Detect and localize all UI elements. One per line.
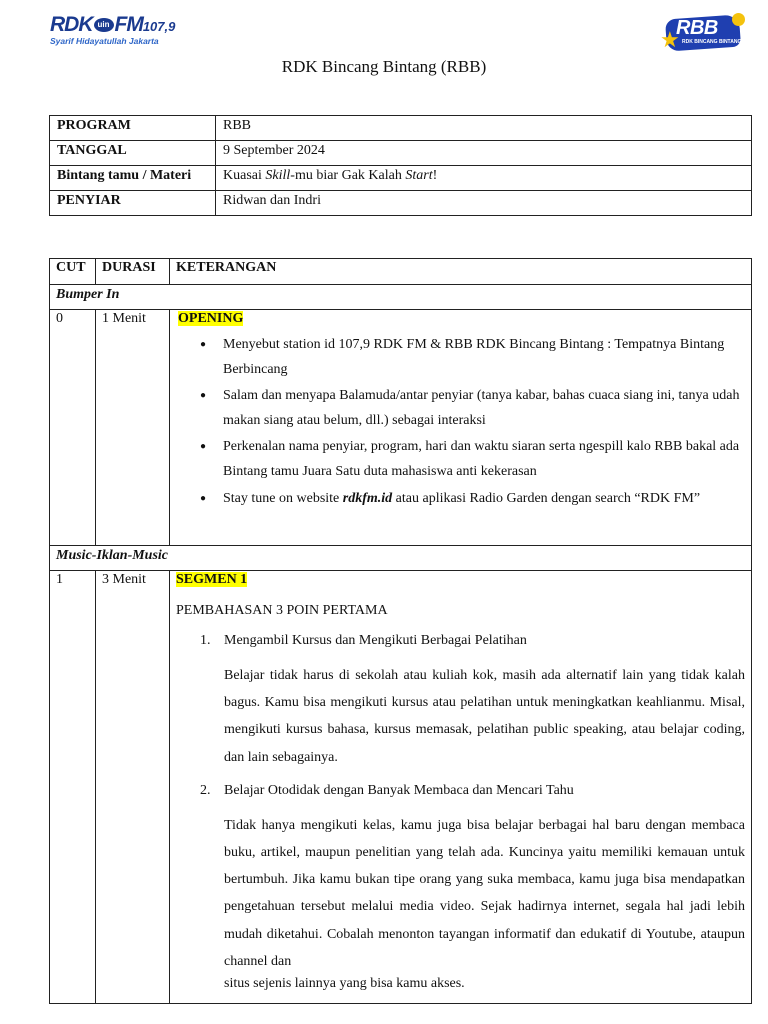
info-row-penyiar — [50, 191, 752, 216]
segmen1-title: SEGMEN 1 — [176, 572, 248, 587]
opening-cut: 0 — [50, 310, 96, 546]
rdk-fm-tagline: Syarif Hidayatullah Jakarta — [50, 36, 159, 46]
segmen1-cut: 1 — [50, 571, 96, 1004]
music-label: Music-Iklan-Music — [50, 546, 752, 571]
rundown-table — [49, 258, 752, 1004]
music-row — [50, 546, 752, 571]
star-icon: ★ — [660, 27, 680, 52]
program-info-table — [49, 115, 752, 216]
tanggal-value: 9 September 2024 — [216, 141, 752, 166]
bumper-row — [50, 285, 752, 310]
rdk-fm-brand: RDK uin FM107,9 — [50, 13, 176, 36]
document-title: RDK Bincang Bintang (RBB) — [281, 57, 487, 76]
segmen1-durasi: 3 Menit — [96, 571, 170, 1004]
point-text-tail: situs sejenis lainnya yang bisa kamu akses. — [224, 976, 465, 992]
segmen1-content — [170, 571, 752, 1004]
opening-title: OPENING — [178, 311, 244, 326]
segmen1-row — [50, 571, 752, 1004]
info-row-program — [50, 116, 752, 141]
list-item: ● Salam dan menyapa Balamuda/antar penyiar (tanya kabar, bahas cuaca siang ini, tanya udah makan siang atau belum, dll.) sebagai interaksi — [176, 383, 745, 434]
info-row-materi — [50, 166, 752, 191]
point-text: Tidak hanya mengikuti kelas, kamu juga bisa belajar berbagai hal baru dengan membaca buku, artikel, maupun penelitian yang telah ada. Kuncinya yaitu memiliki kemauan untuk bertumbuh. Jika kamu bukan tipe orang yang suka membaca, kamu juga bisa mendapatkan pengetahuan tersebut melalui media video. Sejak hadirnya internet, segala hal jadi lebih mudah diketahui. Cobalah menonton tayangan informatif dan edukatif di Youtube, ataupun channel dan — [224, 817, 745, 969]
materi-value: Kuasai Skill-mu biar Gak Kalah Start! — [216, 166, 752, 191]
header-cut: CUT — [50, 259, 96, 285]
header-durasi: DURASI — [96, 259, 170, 285]
bumper-label: Bumper In — [50, 285, 752, 310]
tanggal-label: TANGGAL — [50, 141, 216, 166]
segmen1-subtitle: PEMBAHASAN 3 POIN PERTAMA — [176, 603, 388, 618]
list-item: ● Perkenalan nama penyiar, program, hari dan waktu siaran serta ngespill kalo RBB bakal ada Bintang tamu Juara Satu duta mahasiswa anti kekerasan — [176, 434, 745, 485]
opening-bullets — [176, 332, 745, 513]
opening-content — [170, 310, 752, 546]
program-label: PROGRAM — [50, 116, 216, 141]
opening-durasi: 1 Menit — [96, 310, 170, 546]
point-text: Belajar tidak harus di sekolah atau kuliah kok, masih ada alternatif lain yang tidak kalah bagus. Kamu bisa mengikuti kursus atau pelatihan untuk meningkatkan keahlianmu. Misal, mengikuti kursus bahasa, kursus memasak, pelatihan public speaking, atau belajar coding, dan lain sebagainya. — [224, 668, 745, 765]
sun-icon — [732, 13, 745, 26]
penyiar-value: Ridwan dan Indri — [216, 191, 752, 216]
rundown-header-row — [50, 259, 752, 285]
program-value: RBB — [216, 116, 752, 141]
header-keterangan: KETERANGAN — [170, 259, 752, 285]
list-item: ● Menyebut station id 107,9 RDK FM & RBB RDK Bincang Bintang : Tempatnya Bintang Berbincang — [176, 332, 745, 383]
list-item: 2. Belajar Otodidak dengan Banyak Membaca dan Mencari Tahu Tidak hanya mengikuti kelas, kamu juga bisa belajar berbagai hal baru dengan membaca buku, artikel, maupun penelitian yang telah ada. Kuncinya yaitu memiliki kemauan untuk bertumbuh. Jika kamu bukan tipe orang yang suka membaca, kamu juga bisa mendapatkan pengetahuan tersebut melalui media video. Sejak hadirnya internet, segala hal jadi lebih mudah diketahui. Cobalah menonton tayangan informatif dan edukatif di Youtube, ataupun channel dan situs sejenis lainnya yang bisa kamu akses. — [200, 782, 745, 992]
rdk-fm-logo — [48, 13, 178, 47]
rbb-logo: ★ RBB RDK BINCANG BINTANG — [660, 13, 746, 51]
opening-row — [50, 310, 752, 546]
info-row-tanggal — [50, 141, 752, 166]
list-item: 1. Mengambil Kursus dan Mengikuti Berbagai Pelatihan Belajar tidak harus di sekolah atau kuliah kok, masih ada alternatif lain yang tidak kalah bagus. Kamu bisa mengikuti kursus atau pelatihan untuk meningkatkan keahlianmu. Misal, mengikuti kursus bahasa, kursus memasak, pelatihan public speaking, atau belajar coding, dan lain sebagainya. — [176, 633, 745, 771]
website-name: rdkfm.id — [342, 491, 393, 507]
materi-label: Bintang tamu / Materi — [50, 166, 216, 191]
segmen1-points — [176, 633, 745, 993]
list-item: ● Stay tune on website rdkfm.id atau aplikasi Radio Garden dengan search “RDK FM” — [176, 484, 745, 513]
penyiar-label: PENYIAR — [50, 191, 216, 216]
